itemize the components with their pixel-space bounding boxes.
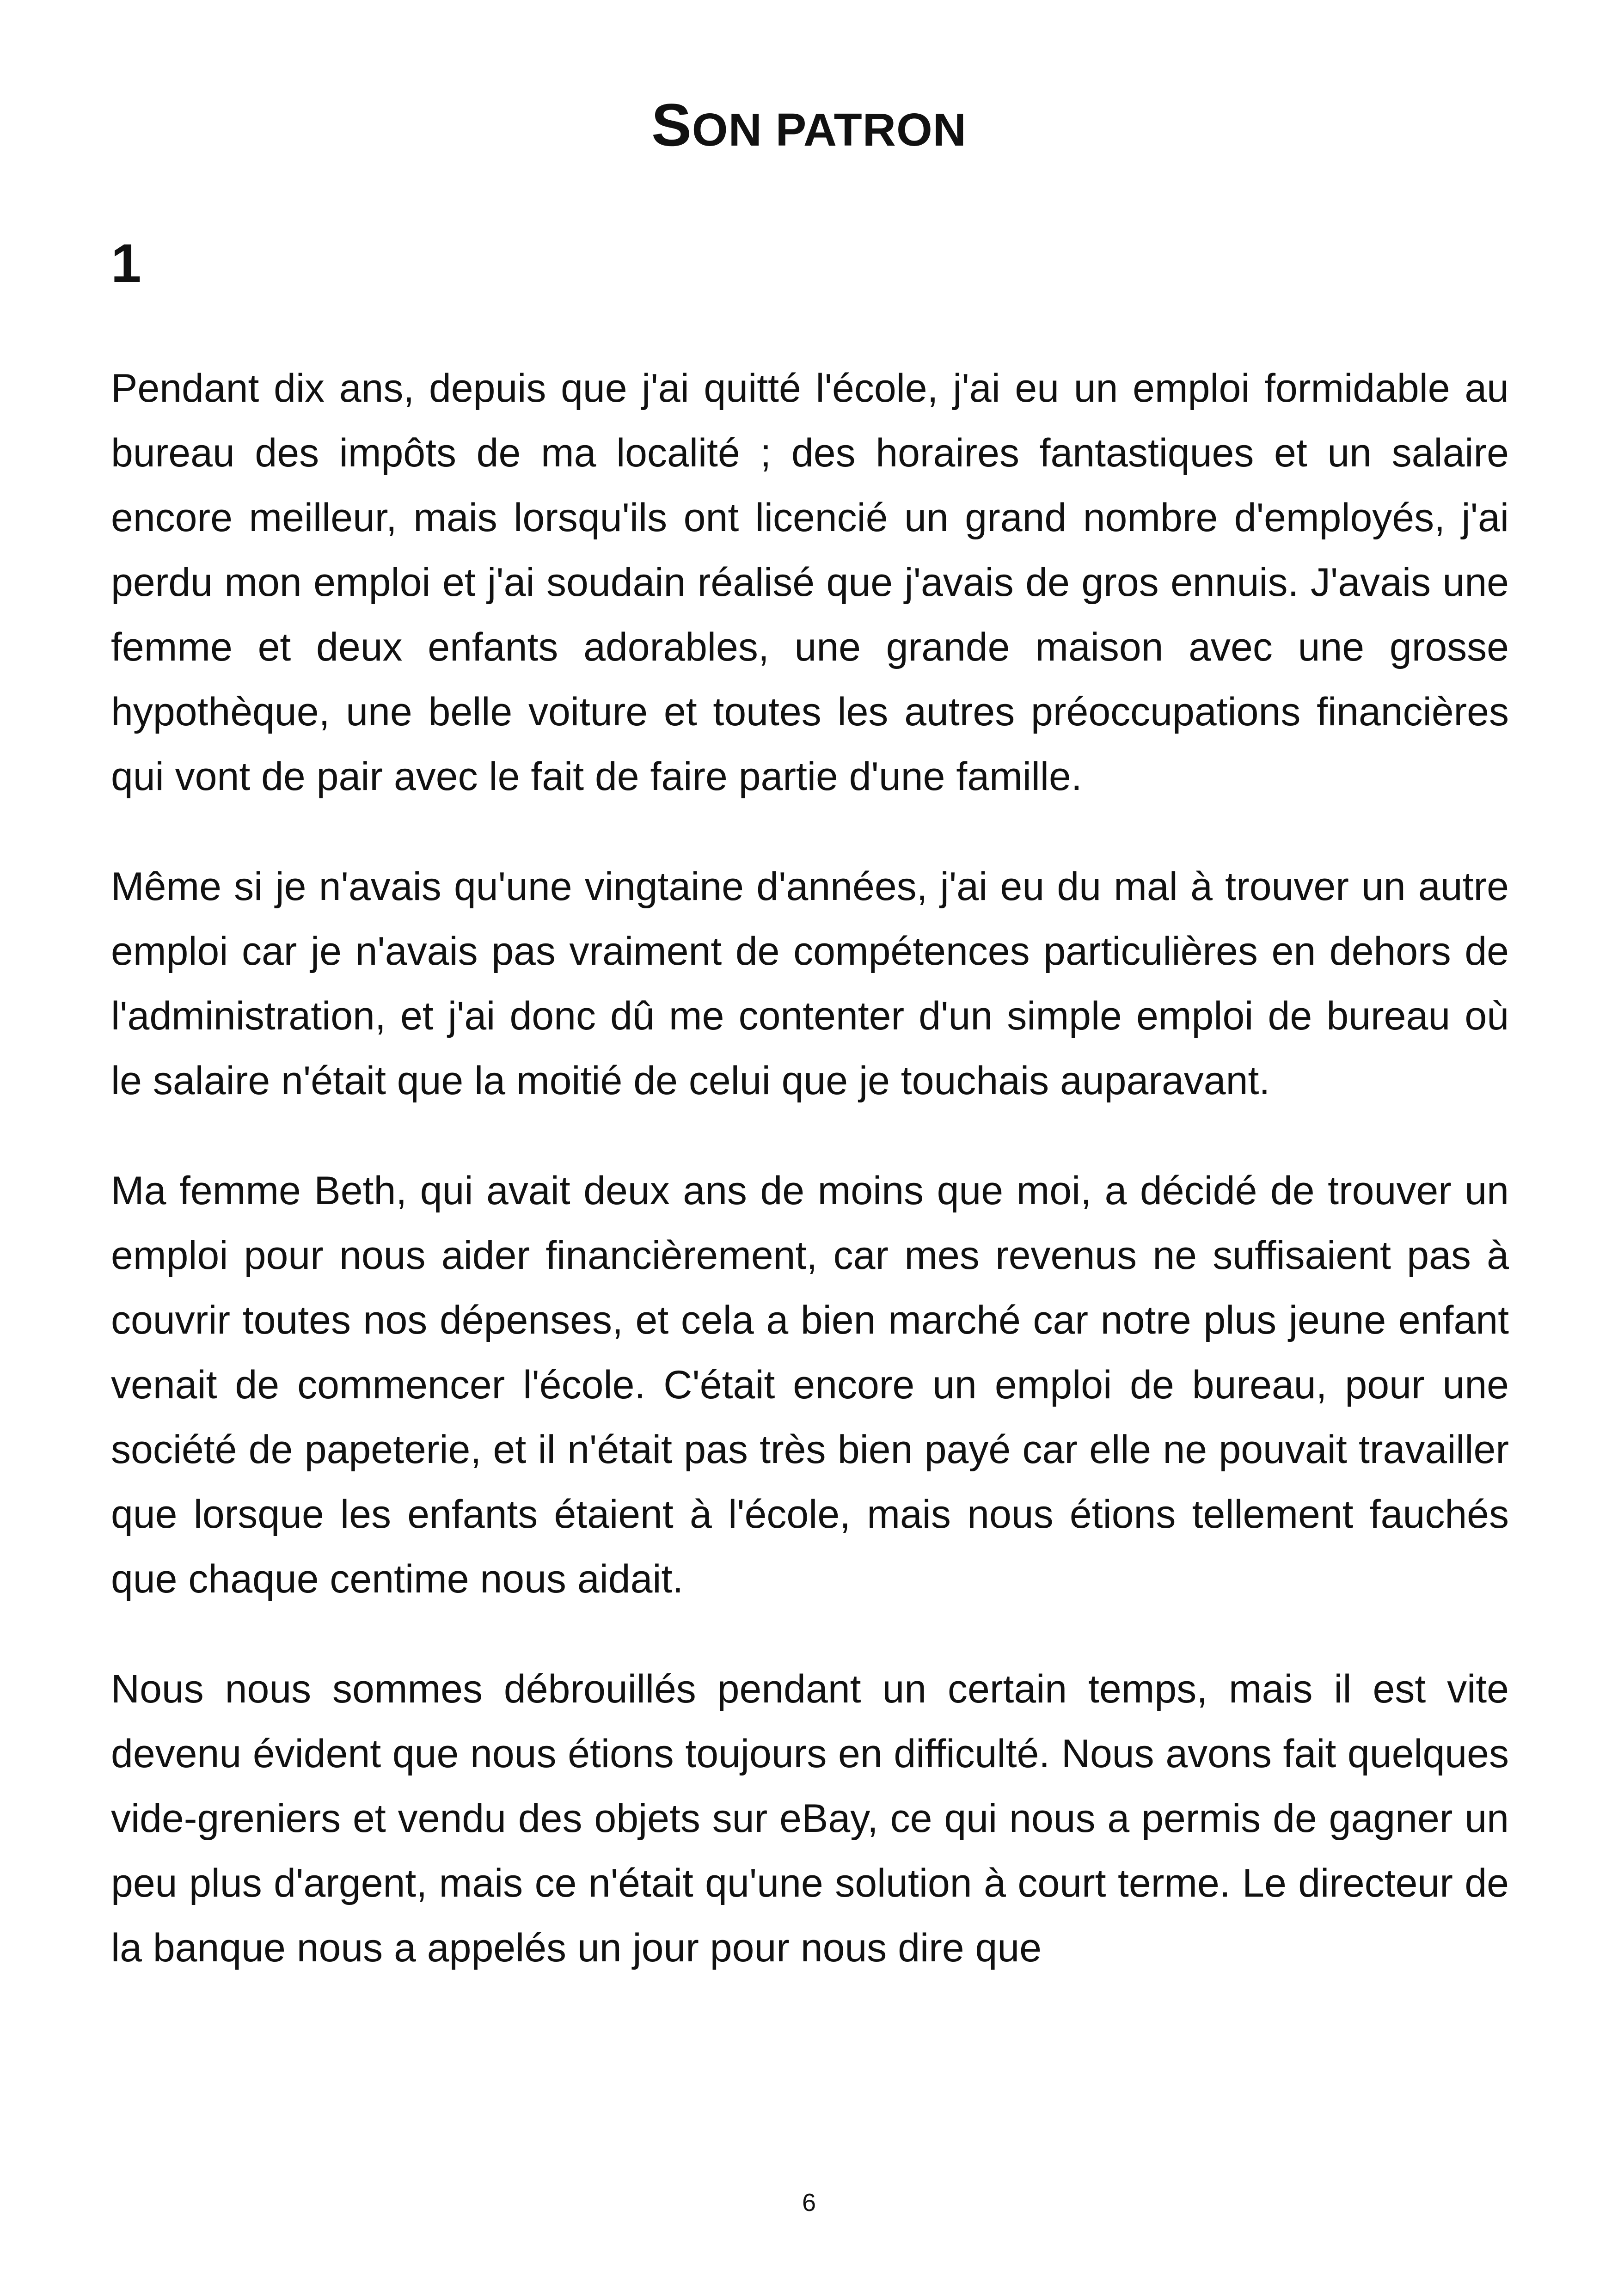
body-text xyxy=(111,356,1509,2026)
page-number: 6 xyxy=(802,2189,816,2216)
chapter-title xyxy=(0,90,1618,165)
paragraph-1: Pendant dix ans, depuis que j'ai quitté l'école, j'ai eu un emploi formidable au bureau des impôts de ma localité ; des horaires fantastiques et un salaire encore meilleur, mais lorsqu'ils ont licencié un grand nombre d'employés, j'ai perdu mon emploi et j'ai soudain réalisé que j'avais de gros ennuis. J'avais une femme et deux enfants adorables, une grande maison avec une grosse hypothèque, une belle voiture et toutes les autres préoccupations financières qui vont de pair avec le fait de faire partie d'une famille. xyxy=(111,366,1509,799)
title-first-letter: S xyxy=(651,91,692,159)
paragraph-3: Ma femme Beth, qui avait deux ans de moins que moi, a décidé de trouver un emploi pour nous aider financièrement, car mes revenus ne suffisaient pas à couvrir toutes nos dépenses, et cela a bien marché car notre plus jeune enfant venait de commencer l'école. C'était encore un emploi de bureau, pour une société de papeterie, et il n'était pas très bien payé car elle ne pouvait travailler que lorsque les enfants étaient à l'école, mais nous étions tellement fauchés que chaque centime nous aidait. xyxy=(111,1169,1509,1601)
paragraph-2: Même si je n'avais qu'une vingtaine d'années, j'ai eu du mal à trouver un autre emploi car je n'avais pas vraiment de compétences particulières en dehors de l'administration, et j'ai donc dû me contenter d'un simple emploi de bureau où le salaire n'était que la moitié de celui que je touchais auparavant. xyxy=(111,864,1509,1103)
chapter-number: 1 xyxy=(111,233,141,294)
paragraph-4: Nous nous sommes débrouillés pendant un certain temps, mais il est vite devenu évident que nous étions toujours en difficulté. Nous avons fait quelques vide-greniers et vendu des objets sur eBay, ce qui nous a permis de gagner un peu plus d'argent, mais ce n'était qu'une solution à court terme. Le directeur de la banque nous a appelés un jour pour nous dire que xyxy=(111,1667,1509,1970)
title-rest: ON PATRON xyxy=(692,104,967,156)
